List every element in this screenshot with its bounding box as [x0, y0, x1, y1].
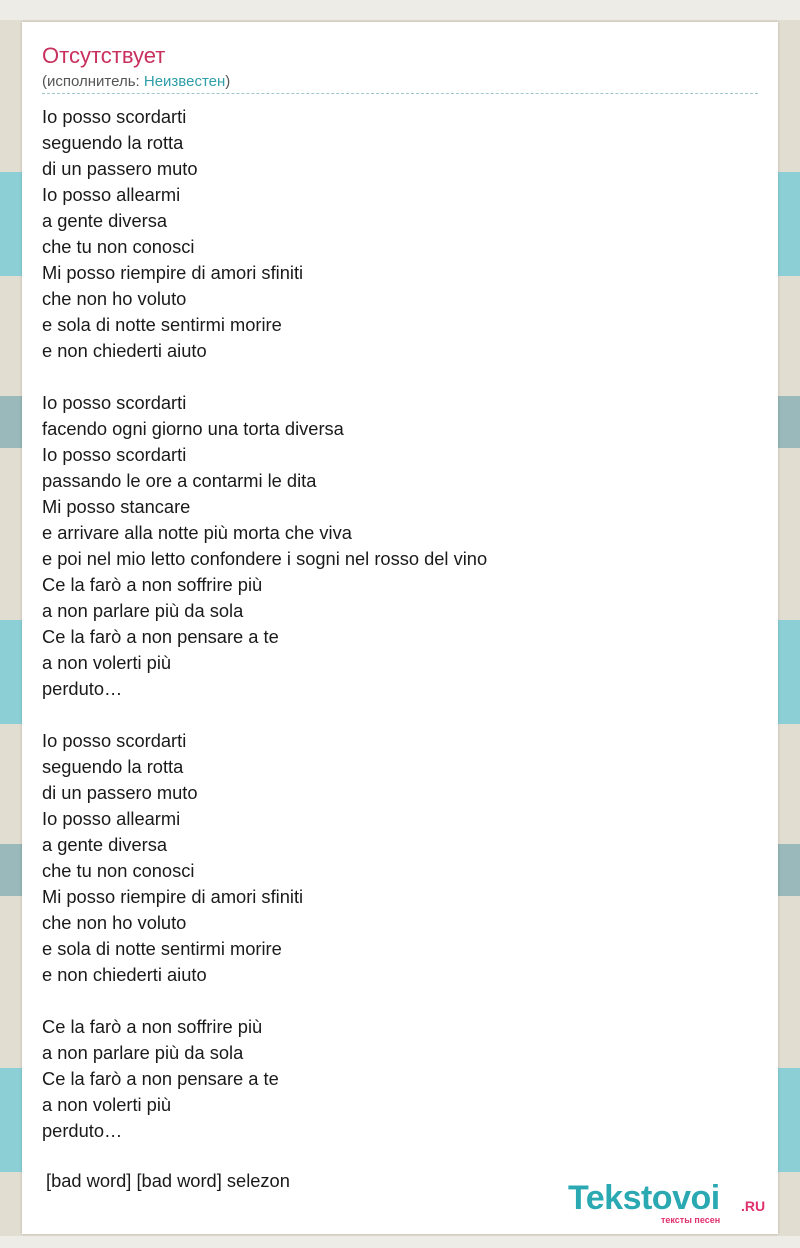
lyric-line: e poi nel mio letto confondere i sogni nel rosso del vino	[42, 548, 488, 569]
lyric-line: Ce la farò a non soffrire più	[42, 574, 263, 595]
lyric-line: Mi posso stancare	[42, 496, 191, 517]
title-divider	[42, 93, 758, 94]
lyric-line: Io posso allearmi	[42, 808, 181, 829]
site-logo[interactable]	[568, 1179, 778, 1229]
bg-stripe-light-1	[0, 0, 800, 20]
logo-brand: Tekstovoi	[568, 1179, 720, 1217]
lyric-line: Io posso scordarti	[42, 730, 187, 751]
lyric-line: di un passero muto	[42, 782, 198, 803]
lyrics-text	[42, 104, 742, 1144]
lyric-line: perduto…	[42, 1120, 123, 1141]
lyric-line: Io posso scordarti	[42, 444, 187, 465]
artist-line	[42, 73, 230, 90]
logo-tagline: тексты песен	[661, 1215, 721, 1225]
lyric-line: passando le ore a contarmi le dita	[42, 470, 317, 491]
lyric-line: e sola di notte sentirmi morire	[42, 314, 282, 335]
lyric-line: Mi posso riempire di amori sfiniti	[42, 262, 304, 283]
lyric-line: a non parlare più da sola	[42, 1042, 244, 1063]
artist-prefix: (исполнитель:	[42, 73, 144, 90]
lyric-line: a non parlare più da sola	[42, 600, 244, 621]
song-title: Отсутствует	[42, 43, 166, 68]
artist-link[interactable]: Неизвестен	[143, 73, 226, 90]
footer-words: [bad word] [bad word] selezon	[46, 1170, 290, 1191]
lyric-line: che tu non conosci	[42, 860, 195, 881]
lyric-line: e arrivare alla notte più morta che viva	[42, 522, 352, 543]
lyric-line: a gente diversa	[42, 834, 168, 855]
lyric-line: Io posso scordarti	[42, 106, 187, 127]
lyric-line: seguendo la rotta	[42, 132, 184, 153]
lyric-line: Ce la farò a non pensare a te	[42, 1068, 279, 1089]
lyric-line	[42, 364, 742, 390]
artist-suffix: )	[225, 73, 231, 90]
lyric-line: a gente diversa	[42, 210, 168, 231]
lyric-line: seguendo la rotta	[42, 756, 184, 777]
lyrics-card	[22, 22, 778, 1234]
lyric-line: e sola di notte sentirmi morire	[42, 938, 282, 959]
lyric-line: a non volerti più	[42, 652, 172, 673]
lyric-line	[42, 702, 742, 728]
lyric-line: e non chiederti aiuto	[42, 340, 207, 361]
lyric-line: che tu non conosci	[42, 236, 195, 257]
lyric-line: Io posso allearmi	[42, 184, 181, 205]
lyric-line: facendo ogni giorno una torta diversa	[42, 418, 344, 439]
logo-tld: .RU	[741, 1198, 766, 1214]
lyric-line: Mi posso riempire di amori sfiniti	[42, 886, 304, 907]
lyric-line: Ce la farò a non soffrire più	[42, 1016, 263, 1037]
lyric-line: Io posso scordarti	[42, 392, 187, 413]
lyric-line: di un passero muto	[42, 158, 198, 179]
lyric-line: e non chiederti aiuto	[42, 964, 207, 985]
lyric-line: a non volerti più	[42, 1094, 172, 1115]
lyric-line: che non ho voluto	[42, 912, 187, 933]
lyric-line	[42, 988, 742, 1014]
bg-stripe-light-2	[0, 1236, 800, 1248]
lyric-line: perduto…	[42, 678, 123, 699]
lyric-line: che non ho voluto	[42, 288, 187, 309]
lyric-line: Ce la farò a non pensare a te	[42, 626, 279, 647]
